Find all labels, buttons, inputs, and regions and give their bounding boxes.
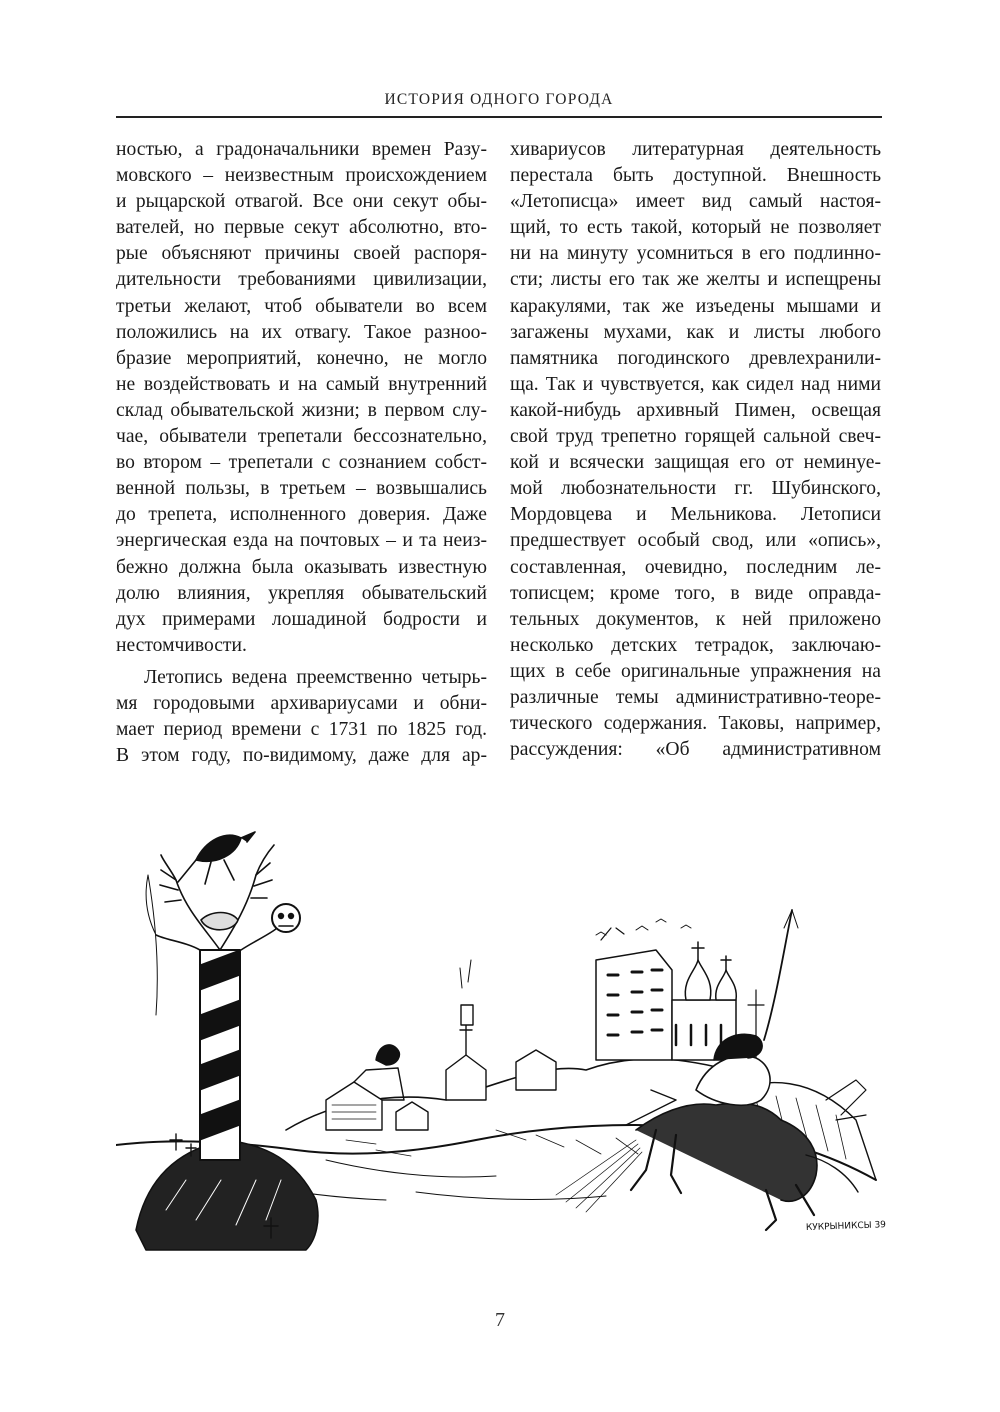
text-line: долю влияния, укрепляя обывательский (116, 582, 487, 604)
text-line: мой любознательности гг. Шубинского, (510, 478, 881, 500)
text-line: памятника погодинского древлехранили- (510, 347, 881, 369)
striped-post (200, 950, 240, 1160)
right-column (510, 137, 881, 763)
rider-on-horse (556, 910, 866, 1230)
text-line: бежно должна была оказывать известную (116, 556, 487, 578)
text-line: хивариусов литературная деятельность (510, 139, 881, 160)
text-line: дух примерами лошадиной бодрости и (116, 608, 487, 630)
text-line: щих в себе оригинальные упражнения на (510, 660, 881, 682)
text-line: тельных документов, к ней приложено (510, 608, 881, 630)
text-line: несколько детских тетрадок, заключаю- (510, 634, 881, 656)
text-line: свой труд трепетно горящей сальной свеч- (510, 426, 881, 448)
text-line: загажены мухами, как и листы любого (510, 321, 881, 343)
left-column (116, 137, 487, 769)
running-title: ИСТОРИЯ ОДНОГО ГОРОДА (384, 91, 614, 108)
sky-birds (596, 919, 691, 935)
text-line: «Летописца» имеет вид самый настоя- (510, 191, 881, 213)
text-line: венной пользы, в третьем – возвышались (116, 478, 487, 500)
text-line: чае, обыватели трепетали бессознательно, (116, 426, 487, 448)
text-line: перестала быть доступной. Внешность (510, 165, 881, 187)
header-rule (116, 116, 882, 118)
text-line: ща. Так и чувствуется, как сидел над ними (510, 373, 881, 395)
text-line: тописцем; кроме того, в виде оправда- (510, 582, 881, 604)
text-line: нестомчивости. (116, 634, 247, 656)
text-line: предшествует особый свод, или «опись», (510, 530, 881, 552)
text-line: положились на их отвагу. Такое разноо- (116, 321, 487, 343)
text-line: бразие мероприятий, конечно, не могло (116, 347, 487, 369)
text-line: составленная, очевидно, последним ле- (510, 556, 881, 578)
text-line: мает период времени с 1731 по 1825 год. (116, 719, 487, 741)
text-line: каракулями, так же изъедены мышами и (510, 295, 881, 317)
text-line: не воздействовать и на самый внутренний (116, 373, 487, 395)
text-line: мовского – неизвестным происхождением (116, 165, 487, 187)
text-line: во втором – трепетали с сознанием собст- (116, 452, 487, 474)
text-line: кой и всячески защищая его от неминуе- (510, 452, 881, 474)
text-line: склад обывательской жизни; в первом слу- (116, 399, 487, 421)
text-line: третьи желают, чтоб обыватели во всем (116, 295, 487, 317)
text-line: ни на минуту усомниться в его подлинно- (510, 243, 881, 265)
text-line: различные темы административно-теоре- (510, 686, 881, 708)
text-line: дительности требованиями цивилизации, (116, 269, 487, 291)
text-line: энергическая езда на почтовых – и та неиз- (116, 530, 487, 552)
illustration (116, 800, 886, 1255)
text-line: тического содержания. Таковы, например, (510, 713, 881, 735)
text-line: Мордовцева и Мельникова. Летописи (510, 504, 881, 526)
artist-signature: КУКРЫНИКСЫ 39 (805, 1220, 886, 1233)
text-line: сти; листы его так же желты и испещрены (510, 269, 881, 291)
village-houses (326, 960, 556, 1130)
text-line: рые объясняют причины своей распоря- (116, 243, 487, 265)
text-line: В этом году, по-видимому, даже для ар- (116, 745, 487, 767)
text-line: какой-нибудь архивный Пимен, освещая (510, 399, 881, 421)
text-line: ностью, а градоначальники времен Разу- (116, 139, 487, 160)
text-line: мя городовыми архивариусами и обни- (116, 692, 487, 714)
page-number: 7 (495, 1309, 505, 1331)
text-line: до трепета, исполненного доверия. Даже (116, 504, 487, 526)
text-line: рассуждения: «Об административном (510, 739, 881, 761)
text-line: щий, то есть такой, который не позволяет (510, 217, 881, 239)
text-line: и рыцарской отвагой. Все они секут обы- (116, 191, 487, 213)
text-line: Летопись ведена преемственно четырь- (144, 666, 487, 688)
text-line: вателей, но первые секут абсолютно, вто- (116, 217, 487, 239)
